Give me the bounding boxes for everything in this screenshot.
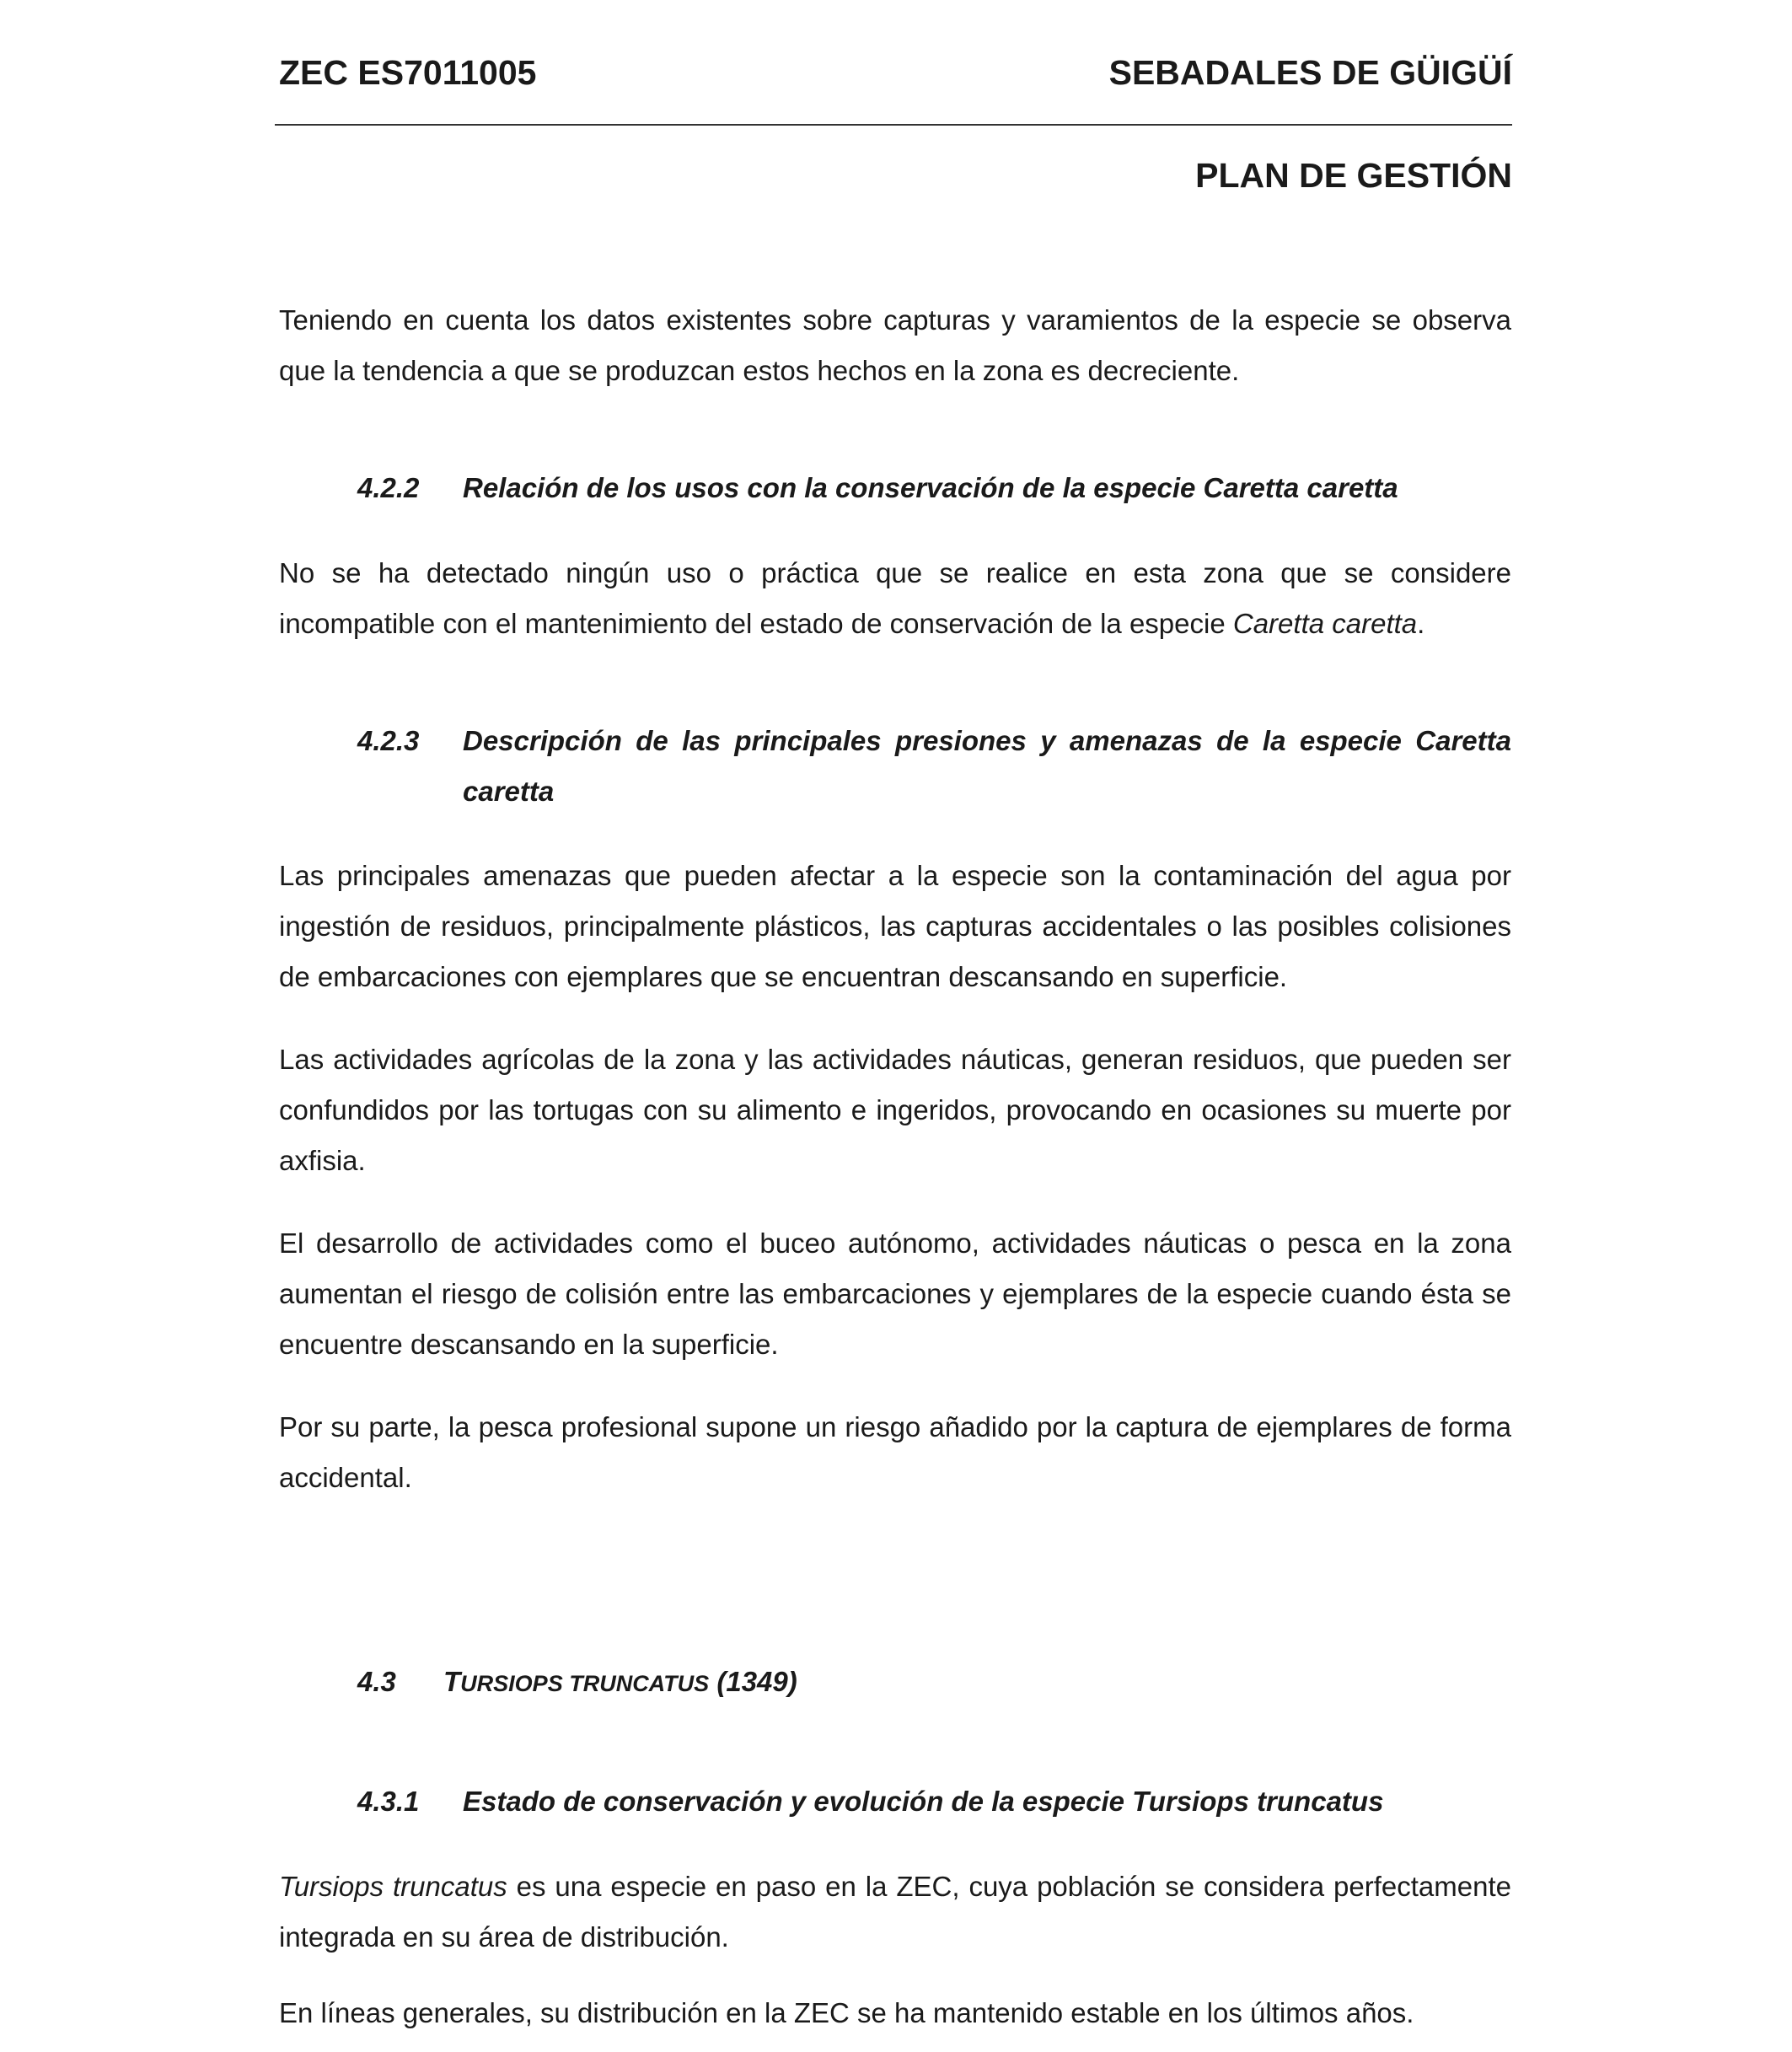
section-number: 4.2.2 [357, 472, 420, 503]
paragraph-text: es una especie en paso en la ZEC, cuya población se considera perfectamente integrada en su área de distribución. [279, 1871, 1511, 1953]
section-title: TURSIOPS TRUNCATUS (1349) [443, 1666, 797, 1697]
paragraph-threats-3: El desarrollo de actividades como el buceo autónomo, actividades náuticas o pesca en la zona aumentan el riesgo de colisión entre las embarcaciones y ejemplares de la especie cuando ésta se encuentre descansando en la superficie. [279, 1227, 1511, 1360]
header-site-code: ZEC ES7011005 [279, 53, 537, 92]
section-title: Estado de conservación y evolución de la especie Tursiops truncatus [463, 1786, 1384, 1817]
section-title: Relación de los usos con la conservación de la especie Caretta caretta [463, 472, 1398, 503]
species-name: Caretta caretta [1232, 608, 1418, 639]
header-divider [275, 124, 1512, 126]
paragraph-end: . [1417, 608, 1425, 639]
section-number: 4.3 [357, 1666, 396, 1697]
paragraph-4-3-1 [279, 1861, 1511, 1963]
section-number: 4.2.3 [357, 725, 420, 756]
paragraph-intro: Teniendo en cuenta los datos existentes sobre capturas y varamientos de la especie se observa que la tendencia a que se produzcan estos hechos en la zona es decreciente. [279, 304, 1511, 386]
header-site-name: SEBADALES DE GÜIGÜÍ [1108, 53, 1512, 92]
document-subtitle: PLAN DE GESTIÓN [1195, 156, 1512, 195]
species-name: Tursiops truncatus [279, 1871, 507, 1902]
section-title: Descripción de las principales presiones y amenazas de la especie Caretta caretta [463, 725, 1511, 807]
paragraph-distribution: En líneas generales, su distribución en la ZEC se ha mantenido estable en los últimos años. [279, 1997, 1414, 2028]
paragraph-threats-1: Las principales amenazas que pueden afectar a la especie son la contaminación del agua por ingestión de residuos, principalmente plásticos, las capturas accidentales o las posibles colisiones de embarcaciones con ejemplares que se encuentran descansando en superficie. [279, 860, 1511, 992]
paragraph-text: No se ha detectado ningún uso o práctica que se realice en esta zona que se considere incompatible con el mantenimiento del estado de conservación de la especie [279, 557, 1511, 639]
paragraph-threats-2: Las actividades agrícolas de la zona y las actividades náuticas, generan residuos, que pueden ser confundidos por las tortugas con su alimento e ingeridos, provocando en ocasiones su muerte por axfisia. [279, 1044, 1511, 1176]
section-number: 4.3.1 [357, 1786, 420, 1817]
paragraph-4-2-2 [279, 548, 1511, 649]
section-heading-4-2-3 [357, 716, 1511, 817]
paragraph-threats-4: Por su parte, la pesca profesional supone un riesgo añadido por la captura de ejemplares de forma accidental. [279, 1411, 1511, 1493]
